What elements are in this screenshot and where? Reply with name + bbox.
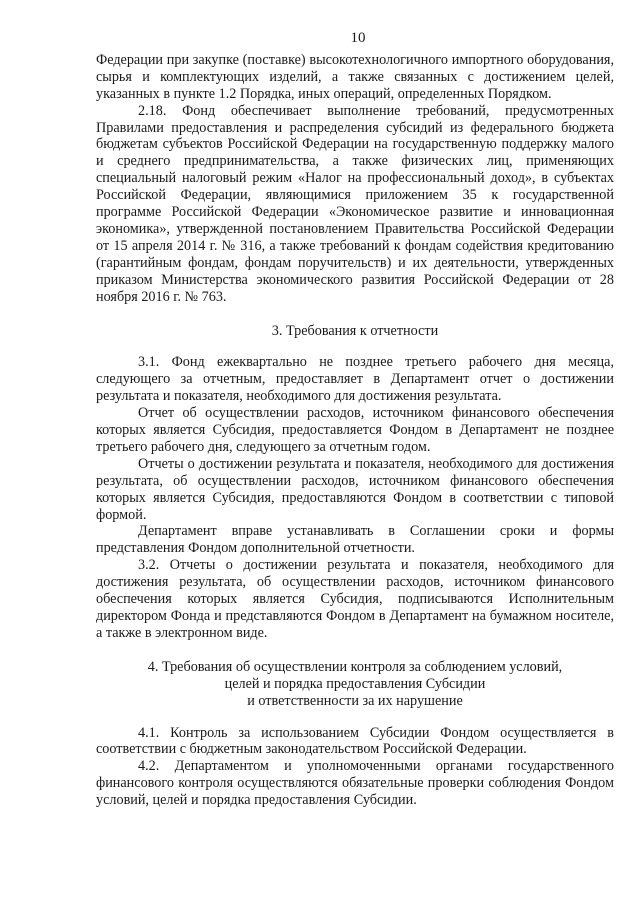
page-number: 10 [350,30,366,46]
paragraph-3-1-report-expenses: Отчет об осуществлении расходов, источником финансового обеспечения которых является Субсидия, предоставляется Фондом в Департамент не позднее третьего рабочего дня, следующего за отчетным годом. [96,405,614,455]
document-page [96,30,614,809]
paragraph-4-2: 4.2. Департаментом и уполномоченными органами государственного финансового контроля осуществляются обязательные проверки соблюдения Фондом условий, целей и порядка предоставления Субсидии. [96,758,614,809]
paragraph-3-1-reports-form: Отчеты о достижении результата и показателя, необходимого для достижения результата, об осуществлении расходов, источником финансового обеспечения которых является Субсидия, предоставляются Фондом в соответствии с типовой формой. [96,455,614,523]
section-4-heading-line-2: целей и порядка предоставления Субсидии [224,675,486,692]
paragraph-continuation: Федерации при закупке (поставке) высокотехнологичного импортного оборудования, сырья и комплектующих изделий, а также связанных с достижением целей, указанных в пункте 1.2 Порядка, иных операций, определенных Порядком. [96,51,614,102]
section-4-heading-line-3: и ответственности за их нарушение [247,692,463,709]
paragraph-3-2: 3.2. Отчеты о достижении результата и показателя, необходимого для достижения результата, об осуществлении расходов, источником финансового обеспечения которых является Субсидия, подписываются Исполнительным директором Фонда и представляются Фондом в Департамент на бумажном носителе, а также в электронном виде. [96,557,614,641]
section-3-heading: 3. Требования к отчетности [271,322,439,339]
paragraph-4-1: 4.1. Контроль за использованием Субсидии Фондом осуществляется в соответствии с бюджетным законодательством Российской Федерации. [96,724,614,758]
paragraph-3-1-additional-reporting: Департамент вправе устанавливать в Соглашении сроки и формы представления Фондом дополнительной отчетности. [96,523,614,557]
paragraph-3-1: 3.1. Фонд ежеквартально не позднее третьего рабочего дня месяца, следующего за отчетным, предоставляет в Департамент отчет о достижении результата и показателя, необходимого для достижения результата. [96,354,614,405]
paragraph-2-18: 2.18. Фонд обеспечивает выполнение требований, предусмотренных Правилами предоставления и распределения субсидий из федерального бюджета бюджетам субъектов Российской Федерации на государственную поддержку малого и среднего предпринимательства, а также физических лиц, применяющих специальный налоговый режим «Налог на профессиональный доход», в субъектах Российской Федерации, являющимися приложением 35 к государственной программе Российской Федерации «Экономическое развитие и инновационная экономика», утвержденной постановлением Правительства Российской Федерации от 15 апреля 2014 г. № 316, а также требований к фондам содействия кредитованию (гарантийным фондам, фондам поручительств) и их деятельности, утвержденных приказом Министерства экономического развития Российской Федерации от 28 ноября 2016 г. № 763. [96,102,614,305]
section-4-heading [96,659,614,710]
section-4-heading-line-1: 4. Требования об осуществлении контроля за соблюдением условий, [147,658,563,675]
